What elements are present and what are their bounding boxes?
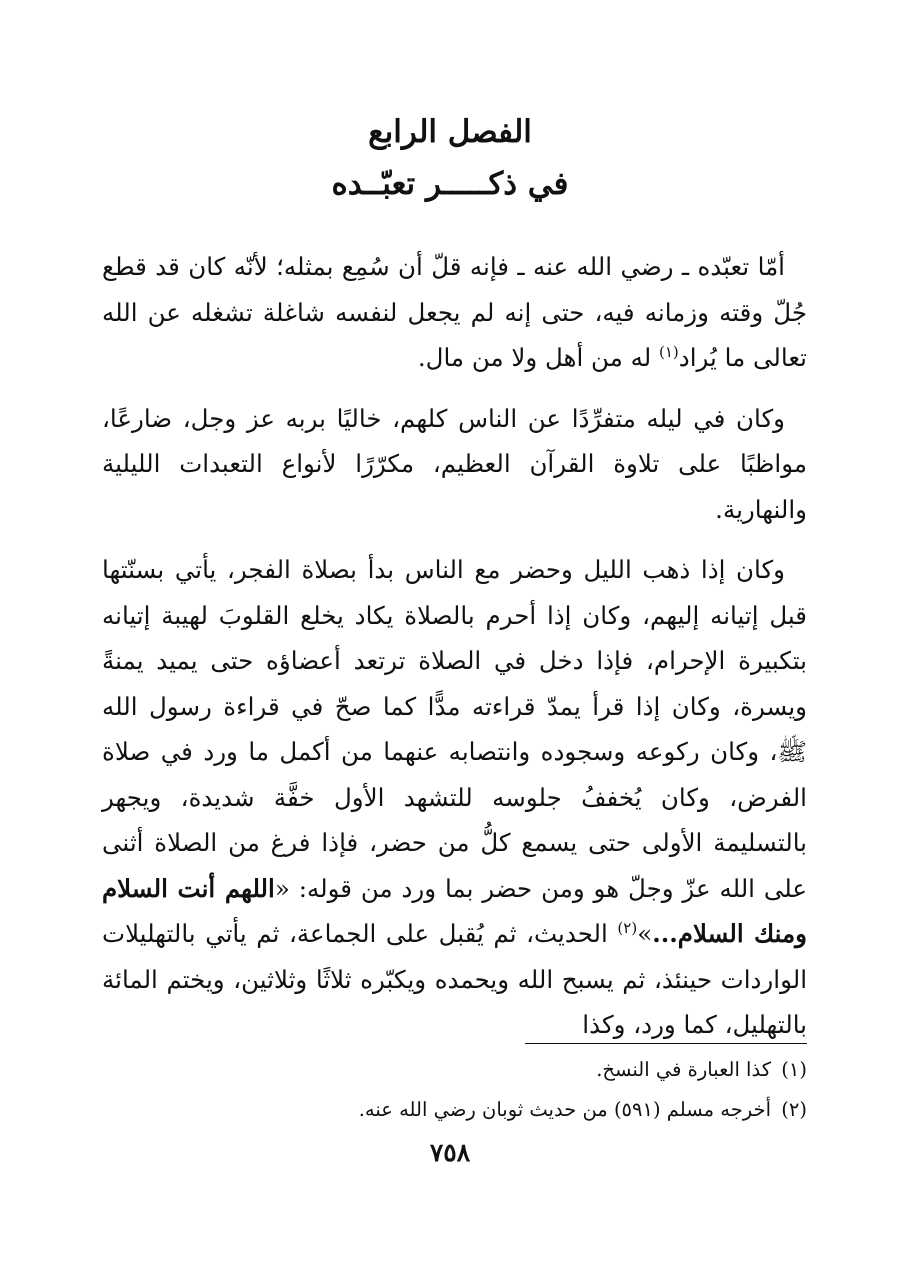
footnote-ref-2: (٢) (617, 918, 638, 937)
footnote-1-text: كذا العبارة في النسخ. (596, 1058, 771, 1081)
paragraph-3-text: وكان إذا ذهب الليل وحضر مع الناس بدأ بصلاة الفجر، يأتي بسنّتها قبل إتيانه إليهم، وكان إذا أحرم بالصلاة يكاد يخلع القلوبَ لهيبة إتيانه بتكبيرة الإحرام، فإذا دخل في الصلاة ترتعد أعضاؤه حتى يميد يمنةً ويسرة، وكان إذا قرأ يمدّ قراءته مدًّا كما صحّ في قراءة رسول الله ﷺ، وكان ركوعه وسجوده وانتصابه عنهما من أكمل ما ورد في صلاة الفرض، وكان يُخففُ جلوسه للتشهد الأول خفَّة شديدة، ويجهر بالتسليمة الأولى حتى يسمع كلُّ من حضر، فإذا فرغ من الصلاة أثنى على الله عزّ وجلّ هو ومن حضر بما ورد من قوله: « (102, 555, 807, 903)
chapter-heading (0, 106, 900, 210)
chapter-subtitle: في ذكـــــر تعبّــده (331, 166, 569, 202)
footnote-2-number: (٢) (781, 1098, 807, 1121)
footnote-ref-1: (١) (659, 342, 679, 361)
footnote-2-text: أخرجه مسلم (٥٩١) من حديث ثوبان رضي الله عنه. (358, 1098, 771, 1121)
paragraph-1 (102, 244, 807, 381)
paragraph-3 (102, 547, 807, 1048)
footnote-1-number: (١) (781, 1058, 807, 1081)
paragraph-2: وكان في ليله متفرِّدًا عن الناس كلهم، خاليًا بربه عز وجل، ضارعًا، مواظبًا على تلاوة القرآن العظيم، مكرّرًا لأنواع التعبدات الليلية والنهارية. (102, 403, 807, 524)
footnote-divider (525, 1043, 807, 1044)
paragraph-1-text-end: له من أهل ولا من مال. (417, 343, 659, 372)
paragraph-1-text: أمّا تعبّده ـ رضي الله عنه ـ فإنه قلّ أن سُمِع بمثله؛ لأنّه كان قد قطع جُلّ وقته وزمانه فيه، حتى إنه لم يجعل لنفسه شاغلة تشغله عن الله تعالى ما يُراد (102, 252, 807, 372)
footnote-2 (102, 1090, 807, 1130)
quote-close-mark: » (637, 919, 653, 948)
chapter-title: الفصل الرابع (368, 114, 532, 150)
footnotes (102, 1050, 807, 1130)
hadith-quote: اللهم أنت السلام ومنك السلام... (102, 873, 808, 948)
footnote-1 (102, 1050, 807, 1090)
paragraph-3-text-end: الحديث، ثم يُقبل على الجماعة، ثم يأتي بالتهليلات الواردات حينئذ، ثم يسبح الله ويحمده ويكبّره ثلاثًا وثلاثين، ويختم المائة بالتهليل، كما ورد، وكذا (102, 919, 807, 1039)
page-number: ٧٥٨ (429, 1138, 471, 1167)
main-text (102, 244, 807, 1063)
